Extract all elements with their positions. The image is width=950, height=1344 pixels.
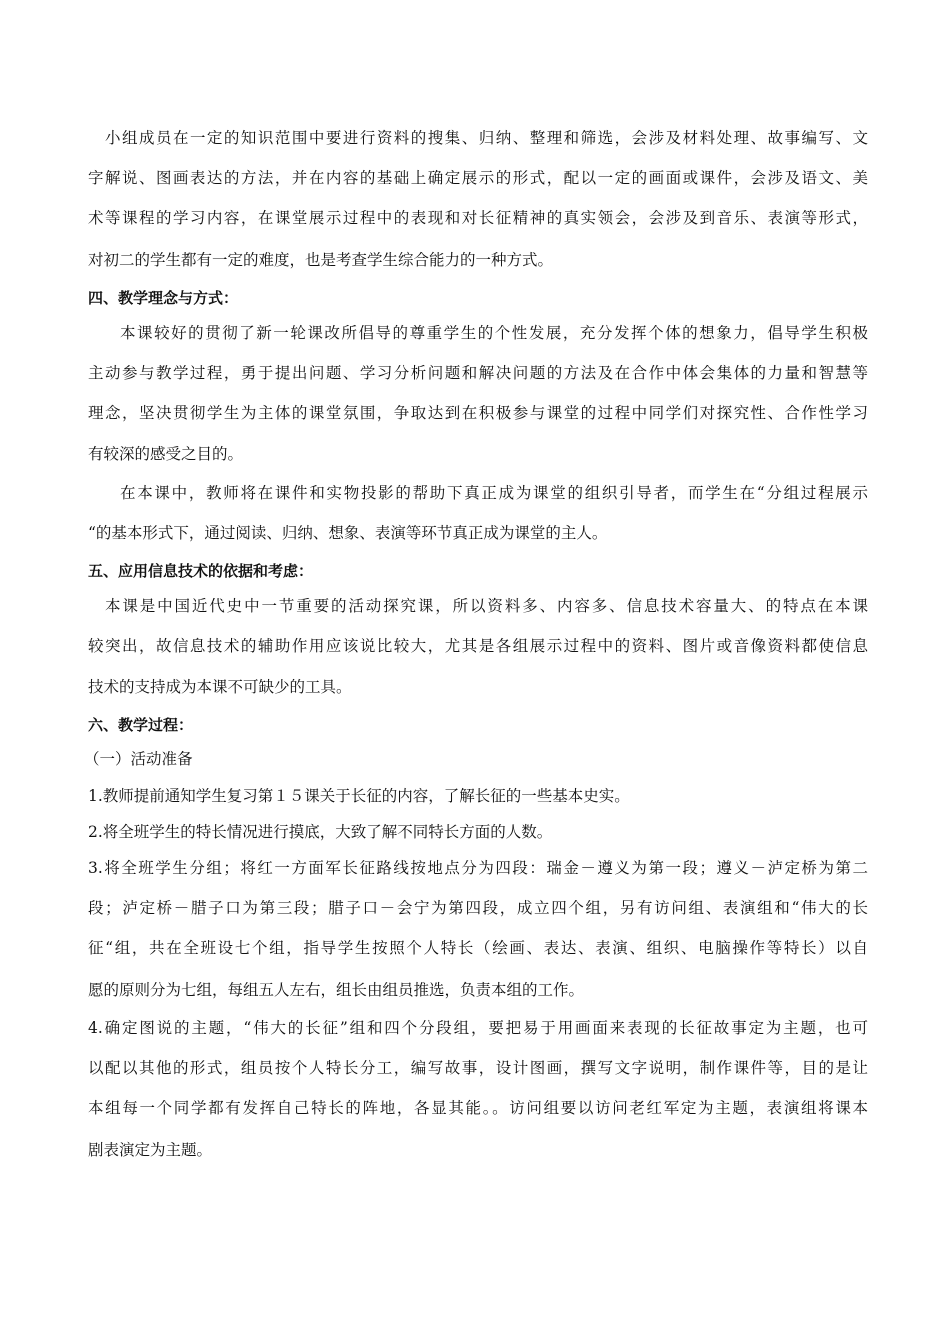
subsection-heading: （一）活动准备 [84,750,193,768]
paragraph-line: “的基本形式下，通过阅读、归纳、想象、表演等环节真正成为课堂的主人。 [88,524,608,542]
paragraph-line: 有较深的感受之目的。 [88,445,244,463]
list-item: 3.将全班学生分组；将红一方面军长征路线按地点分为四段：瑞金－遵义为第一段；遵义－泸定桥为第二 [88,859,868,877]
paragraph-line: 较突出，故信息技术的辅助作用应该说比较大，尤其是各组展示过程中的资料、图片或音像资料都使信息 [88,637,868,655]
list-item: 2.将全班学生的特长情况进行摸底，大致了解不同特长方面的人数。 [88,823,553,841]
paragraph-line: 小组成员在一定的知识范围中要进行资料的搜集、归纳、整理和筛选，会涉及材料处理、故事编写、文 [105,129,868,147]
paragraph-line: 在本课中，教师将在课件和实物投影的帮助下真正成为课堂的组织引导者，而学生在“分组过程展示 [120,484,868,502]
section-heading: 四、教学理念与方式： [88,289,239,307]
paragraph-line: 本组每一个同学都有发挥自己特长的阵地，各显其能。。访问组要以访问老红军定为主题，表演组将课本 [88,1099,868,1117]
list-item: 4.确定图说的主题，“伟大的长征”组和四个分段组，要把易于用画面来表现的长征故事定为主题，也可 [88,1019,868,1037]
paragraph-line: 本课是中国近代史中一节重要的活动探究课，所以资料多、内容多、信息技术容量大、的特点在本课 [105,597,868,615]
paragraph-line: 本课较好的贯彻了新一轮课改所倡导的尊重学生的个性发展，充分发挥个体的想象力，倡导学生积极 [120,324,868,342]
paragraph-line: 术等课程的学习内容，在课堂展示过程中的表现和对长征精神的真实领会，会涉及到音乐、表演等形式， [88,209,868,227]
paragraph-line: 字解说、图画表达的方法，并在内容的基础上确定展示的形式，配以一定的画面或课件，会涉及语文、美 [88,169,868,187]
paragraph-line: 理念，坚决贯彻学生为主体的课堂氛围，争取达到在积极参与课堂的过程中同学们对探究性、合作性学习 [88,404,868,422]
paragraph-line: 主动参与教学过程，勇于提出问题、学习分析问题和解决问题的方法及在合作中体会集体的力量和智慧等 [88,364,868,382]
paragraph-line: 愿的原则分为七组，每组五人左右，组长由组员推选，负责本组的工作。 [88,981,585,999]
section-heading: 六、教学过程： [88,716,194,734]
paragraph-line: 技术的支持成为本课不可缺少的工具。 [88,678,352,696]
list-item: 1.教师提前通知学生复习第１５课关于长征的内容，了解长征的一些基本史实。 [88,787,630,805]
paragraph-line: 征“组，共在全班设七个组，指导学生按照个人特长（绘画、表达、表演、组织、电脑操作等特长）以自 [88,939,868,957]
paragraph-line: 剧表演定为主题。 [88,1141,213,1159]
paragraph-line: 段；泸定桥－腊子口为第三段；腊子口－会宁为第四段，成立四个组，另有访问组、表演组和“伟大的长 [88,899,868,917]
section-heading: 五、应用信息技术的依据和考虑： [88,562,314,580]
paragraph-line: 对初二的学生都有一定的难度，也是考查学生综合能力的一种方式。 [88,251,554,269]
paragraph-line: 以配以其他的形式，组员按个人特长分工，编写故事，设计图画，撰写文字说明，制作课件等，目的是让 [88,1059,868,1077]
